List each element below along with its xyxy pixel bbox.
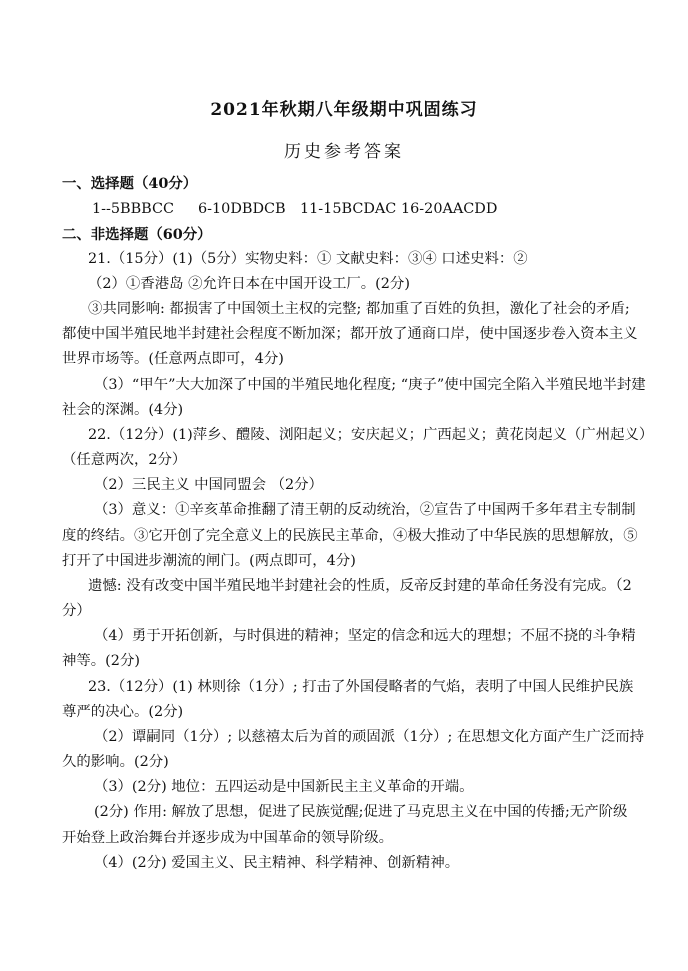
document-title: 2021年秋期八年级期中巩固练习 [210,100,478,120]
answer-line: 世界市场等。(任意两点即可，4分) [62,351,284,367]
answer-line: 分） [62,603,91,619]
section-heading-nonchoice: 二、非选择题（60分） [62,226,212,243]
choice-answer-group: 1--5BBBCC [92,201,175,217]
choice-answer-group: 11-15BCDAC [300,201,397,217]
answer-line: 尊严的决心。(2分) [62,704,184,720]
choice-answers-row [92,197,688,221]
answer-line: 打开了中国进步潮流的闸门。(两点即可，4分) [62,553,356,569]
answer-line: (2分) 作用: 解放了思想，促进了民族觉醒;促进了马克思主义在中国的传播;无产阶级 [94,804,628,820]
answer-line: 社会的深渊。(4分) [62,402,184,418]
answer-line: 神等。(2分) [62,653,140,669]
answer-line: 23.（12分）(1) 林则徐（1分）; 打击了外国侵略者的气焰，表明了中国人民维护民族 [88,679,634,695]
answer-line: 遗憾: 没有改变中国半殖民地半封建社会的性质，反帝反封建的革命任务没有完成。（2 [88,578,632,594]
answer-line: （2）谭嗣同（1分）; 以慈禧太后为首的顽固派（1分）; 在思想文化方面产生广泛而持 [94,729,644,745]
answer-line: ③共同影响: 都损害了中国领土主权的完整; 都加重了百姓的负担，激化了社会的矛盾; [88,301,630,317]
answer-line: （4）勇于开拓创新，与时俱进的精神；坚定的信念和远大的理想；不屈不挠的斗争精 [94,628,636,644]
answer-line: 久的影响。(2分) [62,754,169,770]
answer-line: （4）(2分) 爱国主义、民主精神、科学精神、创新精神。 [94,855,460,871]
answer-line: （2）三民主义 中国同盟会 （2分） [94,477,323,493]
answer-line: （3）意义：①辛亥革命推翻了清王朝的反动统治，②宣告了中国两千多年君主专制制 [94,502,636,518]
answer-line: 度的终结。③它开创了完全意义上的民族民主革命，④极大推动了中华民族的思想解放，⑤ [62,528,638,544]
section-heading-choice: 一、选择题（40分） [62,175,198,192]
answer-line: （任意两次，2分） [62,452,187,468]
answer-line: （2）①香港岛 ②允许日本在中国开设工厂。(2分) [88,276,410,292]
choice-answer-group: 6-10DBDCB [198,201,286,217]
answer-line: 开始登上政治舞台并逐步成为中国革命的领导阶级。 [62,830,393,846]
answer-line: 21.（15分）(1)（5分）实物史料：① 文献史料：③④ 口述史料：② [88,251,528,267]
answer-line: 22.（12分）(1)萍乡、醴陵、浏阳起义；安庆起义；广西起义；黄花岗起义（广州起义） [88,427,654,443]
answer-line: 都使中国半殖民地半封建社会程度不断加深；都开放了通商口岸，使中国逐步卷入资本主义 [62,326,638,342]
document-subtitle: 历史参考答案 [284,142,404,162]
answer-line: （3）(2分) 地位：五四运动是中国新民主主义革命的开端。 [94,779,474,795]
choice-answer-group: 16-20AACDD [401,201,498,217]
answer-line: （3）“甲午”大大加深了中国的半殖民地化程度; “庚子”使中国完全陷入半殖民地半封建 [94,377,646,393]
